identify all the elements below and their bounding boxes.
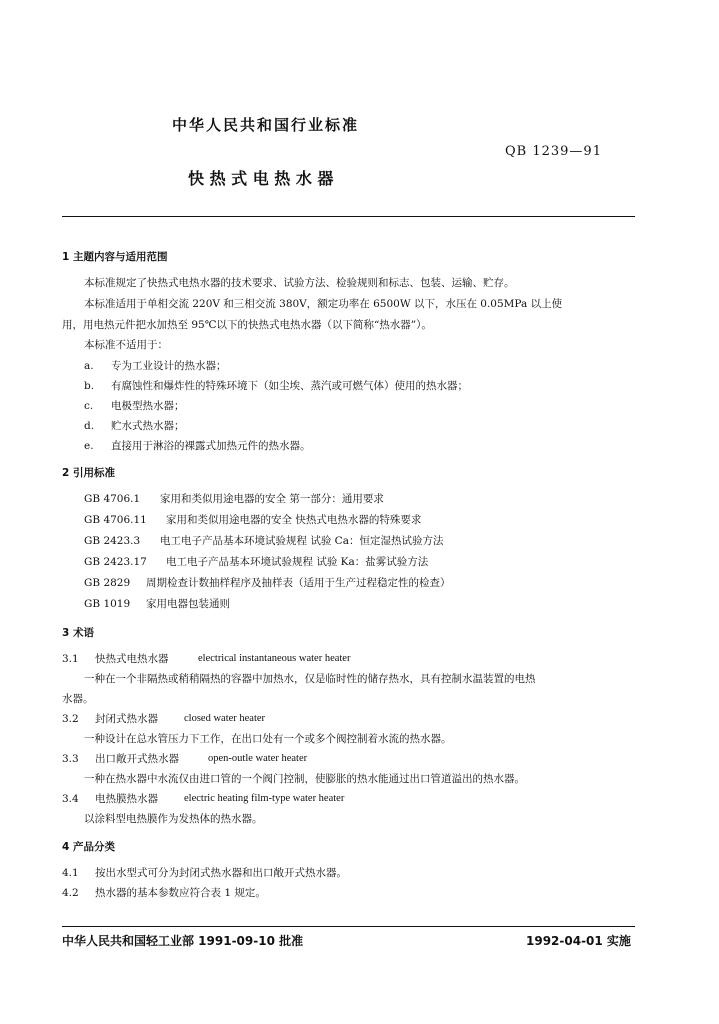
list-item-mark: a. [84, 360, 94, 372]
term-name: 快热式电热水器 [95, 653, 169, 665]
reference-title: 家用和类似用途电器的安全 第一部分：通用要求 [160, 493, 384, 505]
term-definition: 以涂料型电热膜作为发热体的热水器。 [84, 813, 263, 825]
term-english: closed water heater [184, 713, 266, 724]
reference-code: GB 1019 [84, 598, 131, 610]
clause-text: 热水器的基本参数应符合表 1 规定。 [95, 887, 266, 899]
term-definition: 水器。 [62, 693, 94, 705]
term-english: electrical instantaneous water heater [198, 653, 351, 664]
list-item-text: 贮水式热水器； [111, 420, 185, 432]
clause-text: 按出水型式可分为封闭式热水器和出口敞开式热水器。 [95, 867, 347, 879]
reference-code: GB 2423.17 [84, 556, 147, 568]
term-number: 3.3 [62, 753, 79, 765]
footer-rule [62, 926, 635, 927]
term-name: 电热膜热水器 [95, 793, 158, 805]
term-number: 3.2 [62, 713, 79, 725]
list-item-mark: c. [84, 400, 94, 412]
reference-title: 电工电子产品基本环境试验规程 试验 Ca：恒定湿热试验方法 [160, 535, 444, 547]
list-item-mark: d. [84, 420, 95, 432]
list-item-mark: b. [84, 380, 95, 392]
approval-line: 中华人民共和国轻工业部 1991-09-10 批准 [62, 934, 304, 948]
org-title: 中华人民共和国行业标准 [172, 116, 360, 134]
list-item-text: 有腐蚀性和爆炸性的特殊环境下（如尘埃、蒸汽或可燃气体）使用的热水器； [111, 380, 468, 392]
section-1-paragraph: 本标准适用于单相交流 220V 和三相交流 380V，额定功率在 6500W 以下，水压在 0.05MPa 以上使 [84, 298, 563, 310]
reference-code: GB 2423.3 [84, 535, 141, 547]
standard-number: QB 1239—91 [505, 144, 602, 159]
list-item-text: 直接用于淋浴的裸露式加热元件的热水器。 [111, 440, 311, 452]
term-name: 出口敞开式热水器 [95, 753, 179, 765]
header-rule [62, 216, 635, 217]
section-4-heading: 4 产品分类 [62, 841, 115, 853]
section-2-heading: 2 引用标准 [62, 467, 115, 479]
term-english: open-outle water heater [208, 753, 308, 764]
section-1-paragraph: 本标准规定了快热式电热水器的技术要求、试验方法、检验规则和标志、包装、运输、贮存。 [84, 277, 515, 289]
document-title: 快 热 式 电 热 水 器 [188, 169, 334, 188]
reference-title: 家用和类似用途电器的安全 快热式电热水器的特殊要求 [166, 514, 422, 526]
section-1-paragraph: 用，用电热元件把水加热至 95℃以下的快热式电热水器（以下简称“热水器”）。 [62, 319, 432, 331]
reference-title: 周期检查计数抽样程序及抽样表（适用于生产过程稳定性的检查） [146, 577, 451, 589]
reference-title: 电工电子产品基本环境试验规程 试验 Ka：盐雾试验方法 [166, 556, 429, 568]
term-english: electric heating film-type water heater [184, 793, 345, 804]
list-item-text: 电极型热水器； [111, 400, 185, 412]
section-1-paragraph: 本标准不适用于： [84, 339, 168, 351]
term-name: 封闭式热水器 [95, 713, 158, 725]
list-item-text: 专为工业设计的热水器； [111, 360, 227, 372]
term-number: 3.1 [62, 653, 79, 665]
list-item-mark: e. [84, 440, 94, 452]
term-definition: 一种设计在总水管压力下工作，在出口处有一个或多个阀控制着水流的热水器。 [84, 733, 452, 745]
reference-code: GB 4706.1 [84, 493, 141, 505]
term-definition: 一种在一个非隔热或稍稍隔热的容器中加热水，仅是临时性的储存热水，具有控制水温装置的电热 [84, 673, 536, 685]
term-definition: 一种在热水器中水流仅由进口管的一个阀门控制，使膨胀的热水能通过出口管道溢出的热水器。 [84, 773, 525, 785]
clause-number: 4.1 [62, 867, 79, 879]
reference-title: 家用电器包装通则 [146, 598, 230, 610]
reference-code: GB 2829 [84, 577, 131, 589]
section-3-heading: 3 术语 [62, 627, 94, 639]
term-number: 3.4 [62, 793, 79, 805]
section-1-heading: 1 主题内容与适用范围 [62, 251, 168, 263]
reference-code: GB 4706.11 [84, 514, 147, 526]
implementation-date: 1992-04-01 实施 [526, 934, 631, 948]
clause-number: 4.2 [62, 887, 79, 899]
